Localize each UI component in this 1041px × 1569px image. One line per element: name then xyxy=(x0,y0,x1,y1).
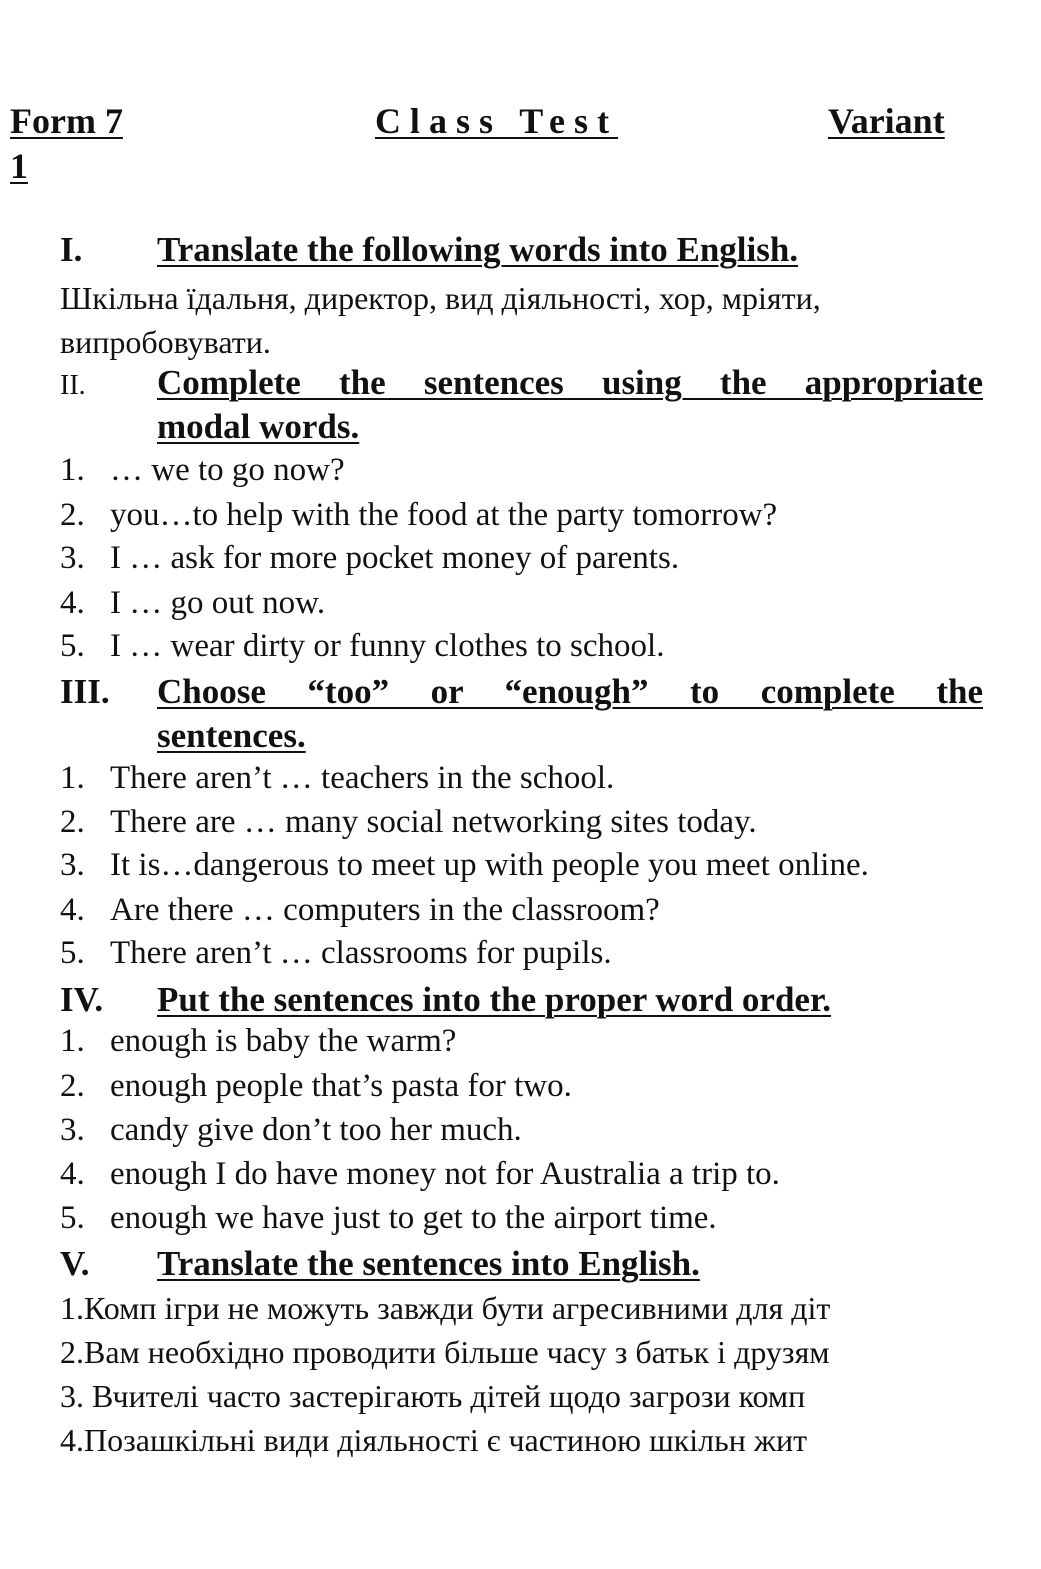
list-item: 2. enough people that’s pasta for two. xyxy=(60,1068,572,1104)
list-item: 5. enough we have just to get to the airport time. xyxy=(60,1200,717,1236)
section-1-words: Шкільна їдальня, директор, вид діяльності, хор, мріяти, випробовувати. xyxy=(60,280,821,360)
list-item: 1.Комп ігри не можуть завжди бути агресивними для діт xyxy=(60,1290,831,1326)
section-5-title: Translate the sentences into English. xyxy=(157,1244,700,1283)
list-item: 3. It is…dangerous to meet up with people you meet online. xyxy=(60,847,869,883)
section-2-number: II. xyxy=(60,370,86,401)
list-item: 2. you…to help with the food at the party tomorrow? xyxy=(60,497,778,533)
section-3-title-line-1: Choose “too” or “enough” to complete the xyxy=(157,672,983,711)
list-item: 2. There are … many social networking sites today. xyxy=(60,804,757,840)
section-3-title-line-2: sentences. xyxy=(157,716,306,755)
list-item: 1. There aren’t … teachers in the school. xyxy=(60,760,615,796)
section-2-title-line-2: modal words. xyxy=(157,407,360,446)
section-4-title: Put the sentences into the proper word order. xyxy=(157,980,832,1019)
variant-number: 1 xyxy=(10,146,28,186)
section-4-number: IV. xyxy=(60,980,104,1019)
list-item: 5. I … wear dirty or funny clothes to school. xyxy=(60,628,665,664)
variant-label: Variant xyxy=(828,101,945,141)
section-2-title-line-1: Complete the sentences using the appropriate xyxy=(157,363,983,402)
list-item: 4.Позашкільні види діяльності є частиною шкільн жит xyxy=(60,1422,808,1458)
section-3-number: III. xyxy=(60,672,110,711)
list-item: 4. I … go out now. xyxy=(60,585,326,621)
list-item: 5. There aren’t … classrooms for pupils. xyxy=(60,935,612,971)
list-item: 3. candy give don’t too her much. xyxy=(60,1112,522,1148)
test-title: Class Test xyxy=(374,101,618,141)
list-item: 4. enough I do have money not for Australia a trip to. xyxy=(60,1156,780,1192)
list-item: 2.Вам необхідно проводити більше часу з батьк і друзям xyxy=(60,1334,830,1370)
list-item: 3. Вчителі часто застерігають дітей щодо загрози комп xyxy=(60,1378,806,1414)
list-item: 3. I … ask for more pocket money of parents. xyxy=(60,540,680,576)
list-item: 1. enough is baby the warm? xyxy=(60,1023,457,1059)
section-1-title: Translate the following words into English. xyxy=(157,230,799,269)
list-item: 1. … we to go now? xyxy=(60,452,345,488)
form-label: Form 7 xyxy=(10,101,123,141)
section-5-number: V. xyxy=(60,1244,90,1283)
section-1-number: I. xyxy=(60,230,83,269)
list-item: 4. Are there … computers in the classroom? xyxy=(60,892,660,928)
